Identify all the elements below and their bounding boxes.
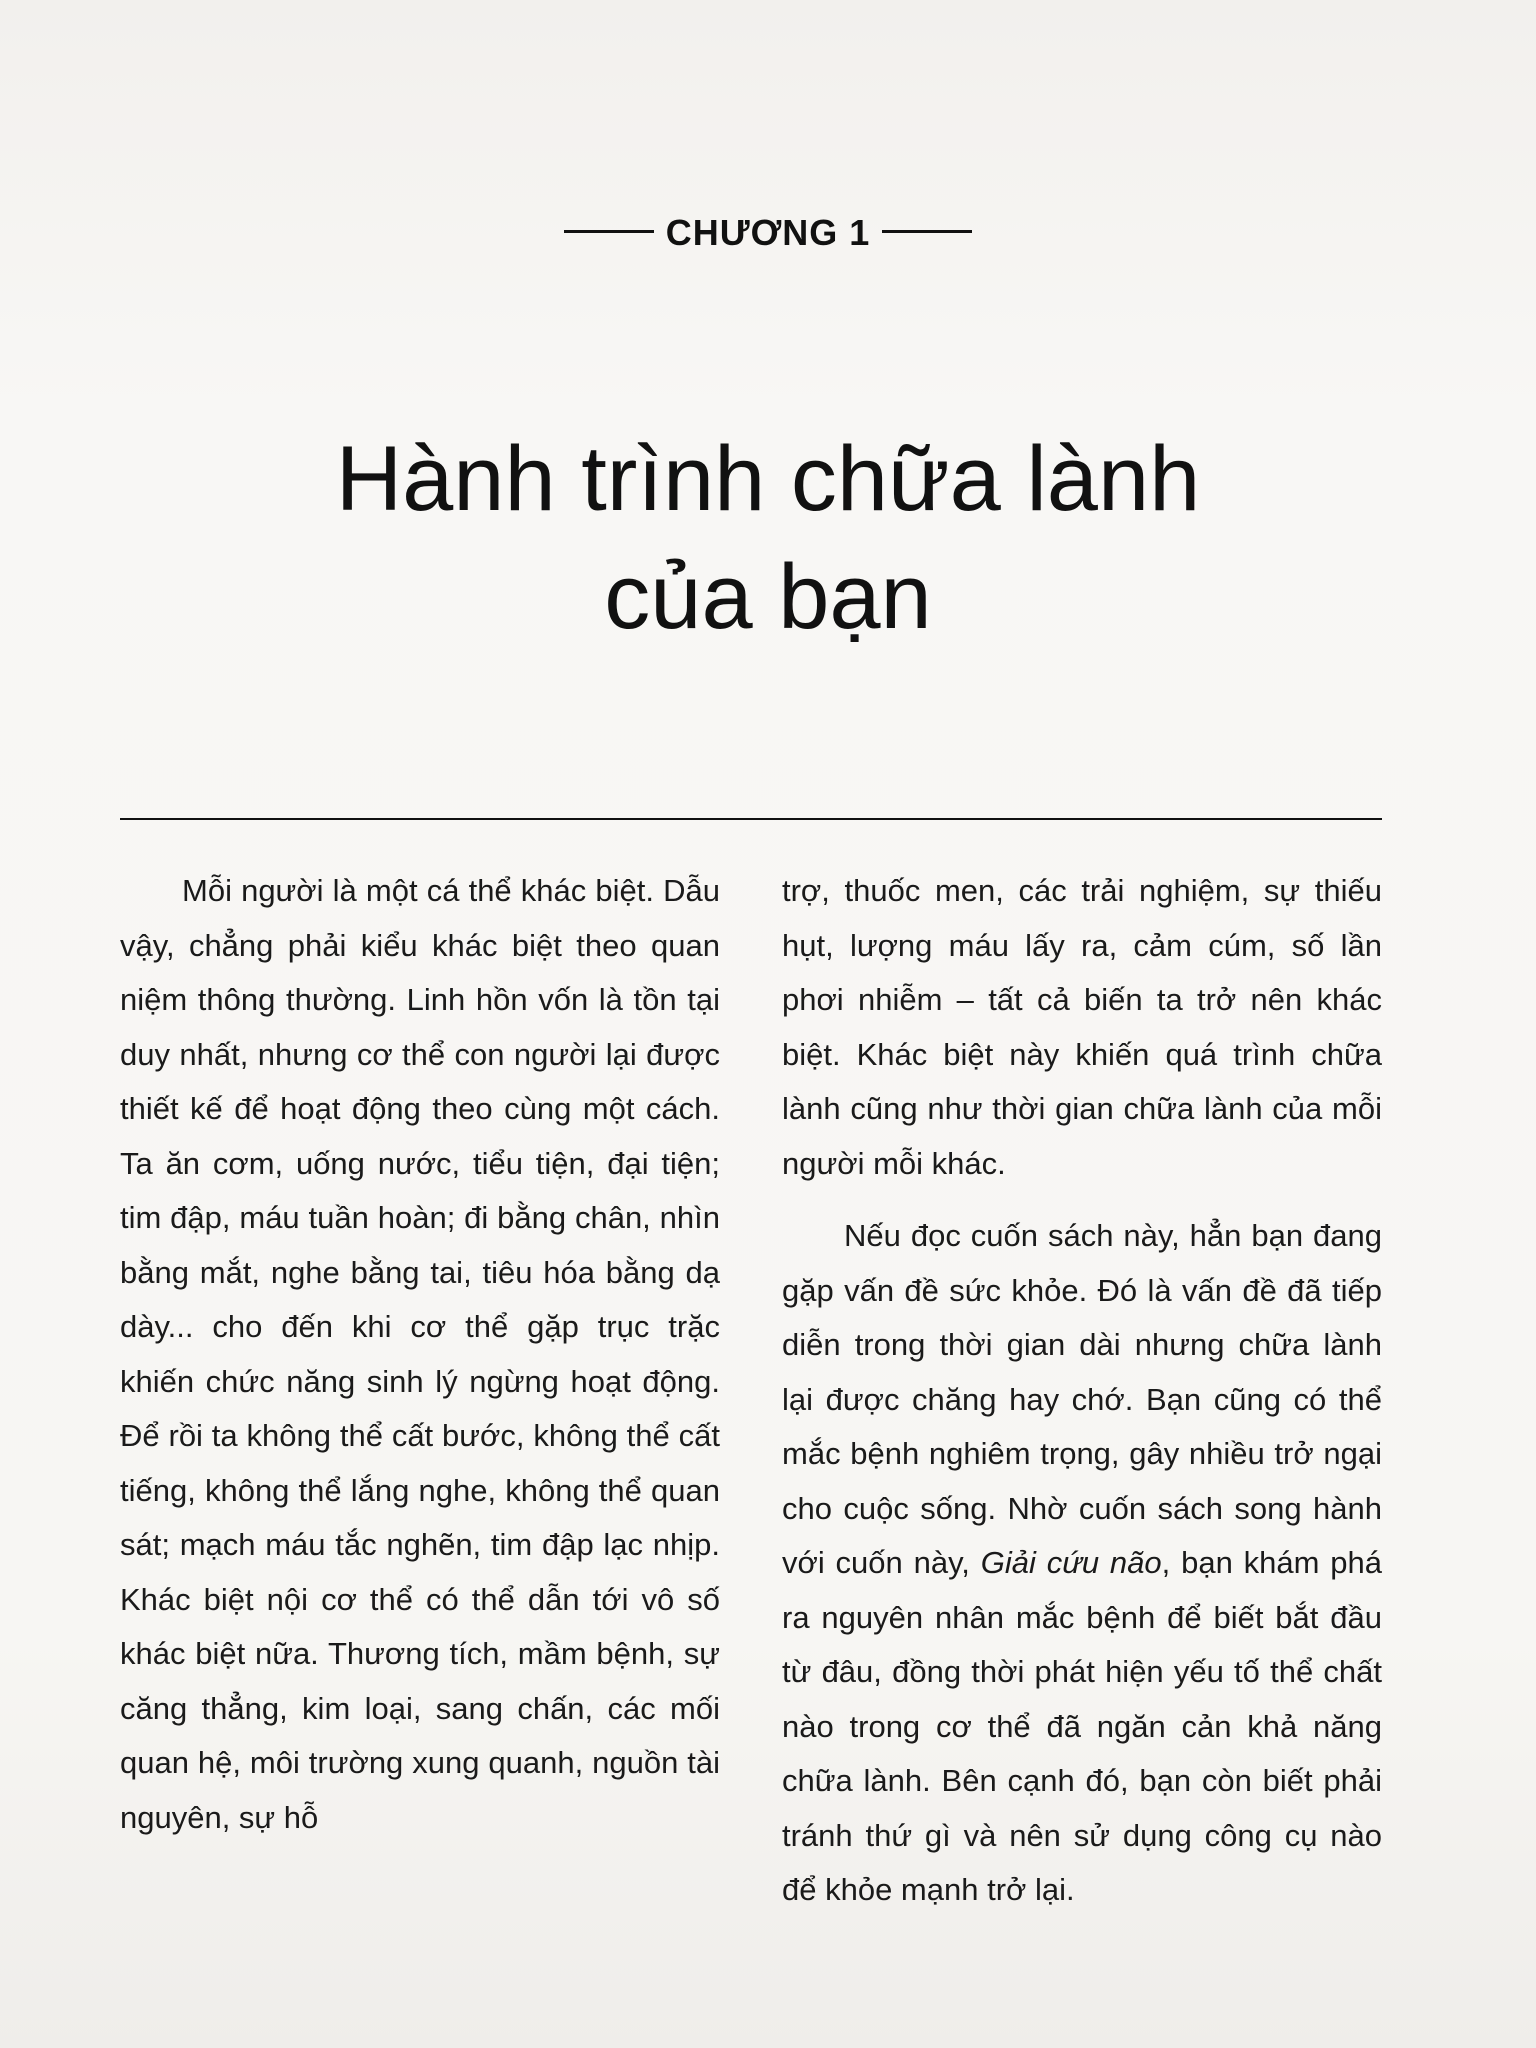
chapter-title-line1: Hành trình chữa lành — [335, 428, 1201, 530]
chapter-label-text: CHƯƠNG 1 — [665, 212, 871, 253]
body-paragraph-1-continued: trợ, thuốc men, các trải nghiệm, sự thiếu hụt, lượng máu lấy ra, cảm cúm, số lần phơi nhiễm – tất cả biến ta trở nên khác biệt. Khác biệt này khiến quá trình chữa lành cũng như thời gian chữa lành của mỗi người mỗi khác. — [782, 873, 1382, 1181]
section-divider — [120, 818, 1382, 820]
body-paragraph-2 — [782, 1209, 1382, 1918]
body-column-right — [782, 864, 1382, 1918]
body-paragraph-2-text-a: Nếu đọc cuốn sách này, hẳn bạn đang gặp vấn đề sức khỏe. Đó là vấn đề đã tiếp diễn trong thời gian dài nhưng chữa lành lại được chăng hay chớ. Bạn cũng có thể mắc bệnh nghiêm trọng, gây nhiều trở ngại cho cuộc sống. Nhờ cuốn sách song hành với cuốn này, — [782, 1218, 1382, 1580]
book-title-reference: Giải cứu não — [980, 1545, 1162, 1580]
body-paragraph-2-text-b: , bạn khám phá ra nguyên nhân mắc bệnh để biết bắt đầu từ đâu, đồng thời phát hiện yếu tố thể chất nào trong cơ thể đã ngăn cản khả năng chữa lành. Bên cạnh đó, bạn còn biết phải tránh thứ gì và nên sử dụng công cụ nào để khỏe mạnh trở lại. — [782, 1545, 1382, 1907]
chapter-rule-right — [882, 230, 972, 233]
chapter-title — [0, 420, 1536, 656]
body-column-left — [120, 864, 720, 1845]
chapter-rule-left — [564, 230, 654, 233]
chapter-title-line2: của bạn — [604, 546, 932, 648]
body-paragraph-1: Mỗi người là một cá thể khác biệt. Dẫu vậy, chẳng phải kiểu khác biệt theo quan niệm thông thường. Linh hồn vốn là tồn tại duy nhất, nhưng cơ thể con người lại được thiết kế để hoạt động theo cùng một cách. Ta ăn cơm, uống nước, tiểu tiện, đại tiện; tim đập, máu tuần hoàn; đi bằng chân, nhìn bằng mắt, nghe bằng tai, tiêu hóa bằng dạ dày... cho đến khi cơ thể gặp trục trặc khiến chức năng sinh lý ngừng hoạt động. Để rồi ta không thể cất bước, không thể cất tiếng, không thể lắng nghe, không thể quan sát; mạch máu tắc nghẽn, tim đập lạc nhịp. Khác biệt nội cơ thể có thể dẫn tới vô số khác biệt nữa. Thương tích, mầm bệnh, sự căng thẳng, kim loại, sang chấn, các mối quan hệ, môi trường xung quanh, nguồn tài nguyên, sự hỗ — [120, 873, 720, 1835]
chapter-label — [0, 212, 1536, 254]
